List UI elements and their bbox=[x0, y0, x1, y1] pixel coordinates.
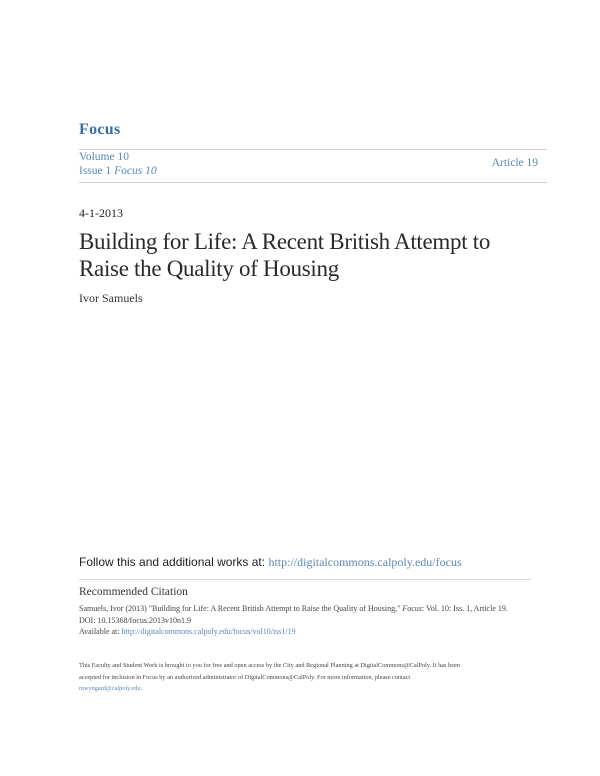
follow-link[interactable]: http://digitalcommons.calpoly.edu/focus bbox=[268, 555, 462, 569]
publication-date: 4-1-2013 bbox=[79, 206, 123, 220]
issue-name: Focus 10 bbox=[114, 165, 157, 177]
journal-title[interactable]: Focus bbox=[79, 121, 121, 138]
citation-available: Available at: http://digitalcommons.calpoly.edu/focus/vol10/iss1/19 bbox=[79, 627, 296, 636]
footer-line-2: accepted for inclusion in Focus by an authorized administrator of DigitalCommons@CalPoly. For more information, please contact bbox=[79, 673, 411, 681]
citation-line-1: Samuels, Ivor (2013) "Building for Life: A Recent British Attempt to Raise the Quality of Housing," Focus: Vol. 10: Iss. 1, Article 19. bbox=[79, 604, 508, 613]
volume-link[interactable]: Volume 10 bbox=[79, 151, 129, 163]
article-number[interactable]: Article 19 bbox=[491, 157, 538, 169]
issue-number: Issue 1 bbox=[79, 165, 112, 177]
issue-link[interactable] bbox=[79, 165, 157, 177]
author-name[interactable]: Ivor Samuels bbox=[79, 291, 143, 305]
follow-text: Follow this and additional works at: bbox=[79, 555, 266, 569]
contact-email-link[interactable]: mwyngard@calpoly.edu bbox=[79, 685, 141, 692]
citation-doi: DOI: 10.15368/focus.2013v10n1.9 bbox=[79, 615, 191, 625]
citation-journal-name: Focus bbox=[402, 604, 422, 613]
recommended-citation-heading: Recommended Citation bbox=[79, 586, 188, 598]
footer-line-3: mwyngard@calpoly.edu. bbox=[79, 685, 143, 692]
footer-line-1: This Faculty and Student Work is brought to you for free and open access by the City and Regional Planning at DigitalCommons@CalPoly. It has been bbox=[79, 662, 460, 669]
header-divider-top bbox=[79, 149, 547, 150]
citation-divider bbox=[79, 579, 531, 580]
citation-url-link[interactable]: http://digitalcommons.calpoly.edu/focus/vol10/iss1/19 bbox=[121, 627, 296, 636]
footer-note bbox=[79, 660, 539, 695]
citation-block bbox=[79, 603, 539, 638]
header-divider-bottom bbox=[79, 182, 547, 183]
paper-title: Building for Life: A Recent British Attempt to Raise the Quality of Housing bbox=[79, 229, 491, 281]
follow-line bbox=[79, 555, 462, 570]
